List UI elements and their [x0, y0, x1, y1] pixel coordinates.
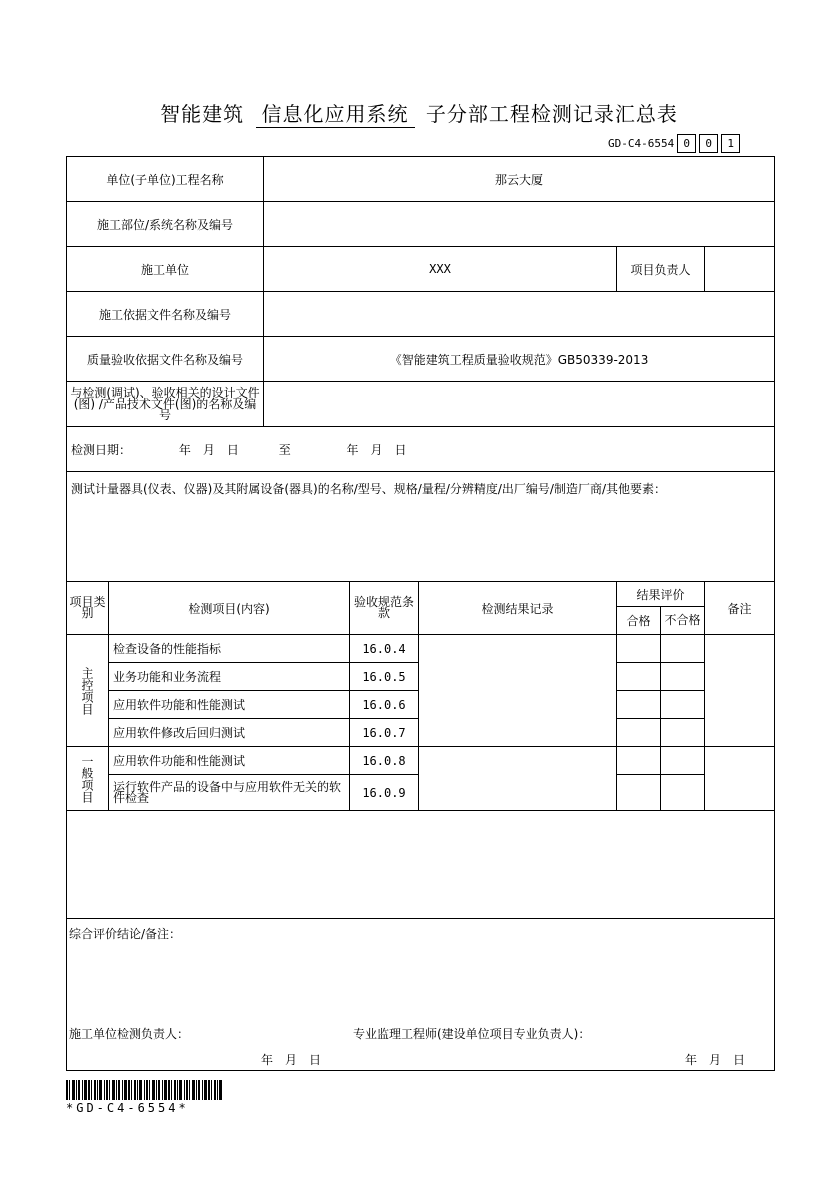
barcode-text: *GD-C4-6554*	[66, 1101, 189, 1115]
supervisor-sign-date[interactable]: 年 月 日	[685, 1053, 746, 1067]
fail-cell[interactable]	[661, 663, 705, 691]
main-items-category	[67, 635, 109, 747]
fail-cell[interactable]	[661, 719, 705, 747]
detection-date-row	[67, 427, 775, 472]
form-code-box-2[interactable]: 0	[699, 134, 718, 153]
clause-number: 16.0.7	[350, 719, 419, 747]
contractor-signer-label: 施工单位检测负责人：	[69, 1027, 190, 1041]
fail-cell[interactable]	[661, 775, 705, 811]
main-items-label: 主控项目	[80, 666, 94, 715]
detection-date-from[interactable]: 年 月 日	[178, 442, 239, 457]
record-table	[66, 156, 775, 1071]
pass-cell[interactable]	[617, 747, 661, 775]
design-docs-value[interactable]	[264, 382, 775, 427]
project-name-value[interactable]: 那云大厦	[264, 157, 775, 202]
barcode-image	[66, 1080, 222, 1100]
title-system-name: 信息化应用系统	[256, 98, 415, 128]
construction-part-value[interactable]	[264, 202, 775, 247]
general-result-record[interactable]	[419, 747, 617, 811]
pass-cell[interactable]	[617, 691, 661, 719]
main-result-record[interactable]	[419, 635, 617, 747]
check-item: 应用软件修改后回归测试	[109, 719, 350, 747]
acceptance-docs-label: 质量验收依据文件名称及编号	[67, 337, 264, 382]
check-item: 应用软件功能和性能测试	[109, 747, 350, 775]
instruments-label: 测试计量器具(仪表、仪器)及其附属设备(器具)的名称/型号、规格/量程/分辨精度/出厂编号/制造厂商/其他要素：	[71, 482, 666, 496]
evaluation-header: 结果评价	[617, 582, 705, 607]
clause-number: 16.0.5	[350, 663, 419, 691]
check-item: 应用软件功能和性能测试	[109, 691, 350, 719]
title-prefix: 智能建筑	[160, 102, 245, 126]
general-items-category	[67, 747, 109, 811]
result-header: 检测结果记录	[419, 582, 617, 635]
title-suffix: 子分部工程检测记录汇总表	[425, 102, 678, 126]
pass-cell[interactable]	[617, 635, 661, 663]
check-item: 运行软件产品的设备中与应用软件无关的软件检查	[109, 775, 350, 811]
construction-unit-label: 施工单位	[67, 247, 264, 292]
pass-cell[interactable]	[617, 775, 661, 811]
clause-header: 验收规范条款	[350, 582, 419, 635]
acceptance-docs-value[interactable]: 《智能建筑工程质量验收规范》GB50339-2013	[264, 337, 775, 382]
remark-header: 备注	[705, 582, 775, 635]
category-header: 项目类别	[67, 582, 109, 635]
pass-cell[interactable]	[617, 719, 661, 747]
design-docs-label: 与检测(调试)、验收相关的设计文件(图) /产品技术文件(图)的名称及编号	[67, 382, 264, 427]
conclusion-section[interactable]	[67, 919, 775, 1071]
project-name-label: 单位(子单位)工程名称	[67, 157, 264, 202]
conclusion-label: 综合评价结论/备注：	[69, 927, 182, 941]
fail-cell[interactable]	[661, 747, 705, 775]
clause-number: 16.0.4	[350, 635, 419, 663]
pass-header: 合格	[617, 607, 661, 635]
fail-header: 不合格	[661, 607, 705, 635]
document-title	[0, 98, 838, 128]
contractor-sign-date[interactable]: 年 月 日	[261, 1053, 322, 1067]
project-manager-label: 项目负责人	[617, 247, 705, 292]
clause-number: 16.0.6	[350, 691, 419, 719]
supervisor-signer-label: 专业监理工程师(建设单位项目专业负责人)：	[353, 1027, 591, 1041]
form-code	[608, 133, 740, 153]
check-item: 检查设备的性能指标	[109, 635, 350, 663]
detection-date-to-word: 至	[278, 442, 291, 457]
general-remark[interactable]	[705, 747, 775, 811]
fail-cell[interactable]	[661, 635, 705, 663]
fail-cell[interactable]	[661, 691, 705, 719]
construction-unit-value[interactable]: XXX	[264, 247, 617, 292]
construction-part-label: 施工部位/系统名称及编号	[67, 202, 264, 247]
general-items-label: 一般项目	[80, 754, 94, 803]
basis-docs-value[interactable]	[264, 292, 775, 337]
project-manager-value[interactable]	[705, 247, 775, 292]
detection-date-label: 检测日期：	[71, 442, 132, 457]
form-code-box-1[interactable]: 0	[677, 134, 696, 153]
form-code-box-3[interactable]: 1	[721, 134, 740, 153]
basis-docs-label: 施工依据文件名称及编号	[67, 292, 264, 337]
item-header: 检测项目(内容)	[109, 582, 350, 635]
pass-cell[interactable]	[617, 663, 661, 691]
clause-number: 16.0.9	[350, 775, 419, 811]
clause-number: 16.0.8	[350, 747, 419, 775]
main-remark[interactable]	[705, 635, 775, 747]
blank-area[interactable]	[67, 811, 775, 919]
detection-date-to[interactable]: 年 月 日	[346, 442, 407, 457]
instruments-section[interactable]	[67, 472, 775, 582]
form-code-prefix: GD-C4-6554	[608, 136, 675, 150]
check-item: 业务功能和业务流程	[109, 663, 350, 691]
